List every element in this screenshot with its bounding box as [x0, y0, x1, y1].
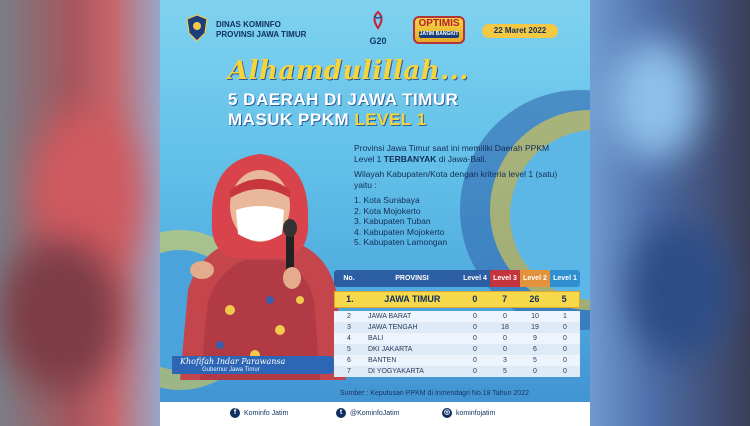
table-body [334, 311, 580, 377]
facebook-link[interactable] [230, 408, 288, 418]
table-header-cell: PROVINSI [364, 270, 460, 287]
table-cell: 0 [563, 368, 567, 375]
instagram-link[interactable] [442, 408, 495, 418]
caption-role: Gubernur Jawa Timur [202, 367, 260, 373]
table-row-highlight [334, 291, 580, 308]
instagram-icon: ◎ [443, 409, 451, 416]
table-header-cell: Level 4 [460, 270, 490, 287]
infographic-poster [160, 0, 590, 426]
table-header-cell: Level 3 [490, 270, 520, 287]
facebook-handle: Kominfo Jatim [244, 409, 289, 417]
g20-logo [365, 10, 391, 50]
org-line-1: DINAS KOMINFO [216, 20, 281, 29]
table-cell: 0 [503, 335, 507, 342]
table-cell: 0 [473, 313, 477, 320]
table-header-cell: Level 2 [520, 270, 550, 287]
table-cell: DKI JAKARTA [368, 346, 413, 353]
blurred-background-right [590, 0, 750, 426]
table-cell: 6 [347, 357, 351, 364]
table-cell: 0 [473, 368, 477, 375]
org-name [216, 20, 306, 40]
table-cell: 0 [473, 335, 477, 342]
table-cell: 0 [503, 346, 507, 353]
table-cell: BANTEN [368, 357, 397, 364]
headline-line-2 [228, 110, 427, 130]
table-cell: 0 [472, 294, 478, 304]
table-cell: 26 [529, 294, 540, 304]
g20-text: G20 [369, 36, 387, 46]
twitter-link[interactable] [336, 408, 400, 418]
table-cell: 3 [347, 324, 351, 331]
table-cell: 3 [503, 357, 507, 364]
description-text: di Jawa-Bali. [436, 153, 487, 164]
table-cell: 1 [563, 313, 567, 320]
table-cell: 0 [473, 357, 477, 364]
twitter-icon: t [336, 408, 346, 418]
twitter-handle: @KominfoJatim [350, 409, 400, 417]
optimis-badge [413, 16, 465, 44]
table-cell: 5 [503, 368, 507, 375]
governor-photo [160, 140, 352, 380]
headline-alhamdulillah: Alhamdulillah... [228, 56, 469, 86]
table-cell: BALI [368, 335, 384, 342]
region-list [354, 195, 564, 248]
source-note: Sumber : Keputusan PPKM di Inmendagri No.18 Tahun 2022 [340, 390, 529, 397]
list-item: 2. Kota Mojokerto [354, 205, 421, 216]
ppkm-table [334, 270, 580, 377]
headline-level: LEVEL 1 [354, 110, 427, 129]
table-cell: JAWA TENGAH [368, 324, 418, 331]
table-cell: 18 [501, 324, 509, 331]
table-cell: 0 [563, 324, 567, 331]
list-item: 5. Kabupaten Lamongan [354, 237, 448, 247]
table-cell: 4 [347, 335, 351, 342]
photo-caption [172, 352, 338, 378]
table-cell: 0 [473, 346, 477, 353]
table-header-cell: Level 1 [550, 270, 580, 287]
optimis-subtitle: JATIM BANGKIT [419, 31, 459, 37]
description-paragraph-1 [354, 143, 564, 164]
table-row [334, 355, 580, 366]
list-item: 3. Kabupaten Tuban [354, 216, 431, 226]
description-block [354, 143, 564, 248]
caption-name: Khofifah Indar Parawansa [180, 357, 286, 366]
optimis-title: OPTIMIS [418, 18, 460, 29]
list-item: 1. Kota Surabaya [354, 195, 420, 205]
table-cell: 6 [533, 346, 537, 353]
table-cell: 0 [563, 346, 567, 353]
table-header-cell: No. [334, 270, 364, 287]
table-cell: DI YOGYAKARTA [368, 368, 424, 375]
headline-line-2-prefix: MASUK PPKM [228, 110, 355, 129]
table-cell: 5 [533, 357, 537, 364]
table-cell: 5 [347, 346, 351, 353]
list-item: 4. Kabupaten Mojokerto [354, 226, 445, 237]
date-badge: 22 Maret 2022 [482, 24, 558, 38]
facebook-icon: f [230, 408, 240, 418]
table-cell: 2 [347, 313, 351, 320]
social-footer [160, 402, 590, 426]
jatim-emblem-icon [186, 14, 208, 42]
description-emphasis: TERBANYAK [383, 153, 437, 164]
org-line-2: PROVINSI JAWA TIMUR [216, 30, 307, 39]
table-cell: 7 [502, 294, 508, 304]
table-cell: 0 [473, 324, 477, 331]
poster-header [160, 0, 590, 58]
table-cell: 0 [503, 313, 507, 320]
table-row [334, 344, 580, 355]
table-cell: 0 [533, 368, 537, 375]
table-cell: JAWA TIMUR [384, 294, 441, 304]
description-text: Provinsi Jawa Timur saat ini memiliki Daerah PPKM Level 1 [354, 143, 550, 164]
table-cell: 0 [563, 357, 567, 364]
table-header [334, 270, 580, 287]
table-cell: 10 [531, 313, 539, 320]
table-row [334, 322, 580, 333]
table-row [334, 333, 580, 344]
table-row [334, 311, 580, 322]
table-cell: 1. [346, 294, 354, 304]
table-cell: 19 [531, 324, 539, 331]
g20-mark-icon [369, 10, 387, 30]
instagram-handle: kominfojatim [456, 409, 496, 417]
table-cell: JAWA BARAT [368, 313, 412, 320]
table-cell: 9 [533, 335, 537, 342]
description-paragraph-2: Wilayah Kabupaten/Kota dengan kriteria level 1 (satu) yaitu : [354, 169, 558, 190]
table-row [334, 366, 580, 377]
headline-line-1: 5 DAERAH DI JAWA TIMUR [228, 90, 459, 109]
blurred-background-left [0, 0, 160, 426]
table-cell: 7 [347, 368, 351, 375]
table-cell: 5 [561, 294, 567, 304]
table-cell: 0 [563, 335, 567, 342]
